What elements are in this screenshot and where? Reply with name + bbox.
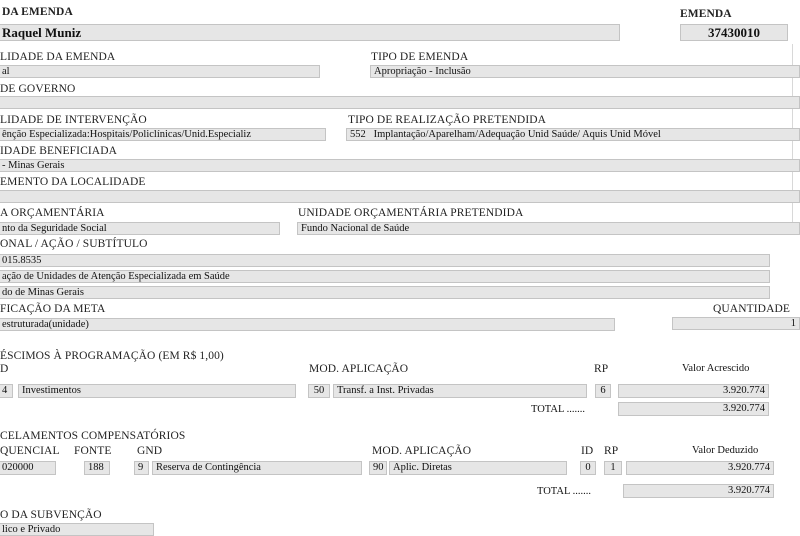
acrescimos-total-value: 3.920.774 (618, 402, 769, 416)
cancel-col-rp: RP (604, 445, 619, 457)
acrescimos-col-gnd: D (0, 363, 9, 375)
intervencao-label: LIDADE DE INTERVENÇÃO (0, 114, 147, 126)
acrescimos-rp: 6 (595, 384, 611, 398)
acao-field: ação de Unidades de Atenção Especializada em Saúde (0, 270, 770, 283)
meta-field: estruturada(unidade) (0, 318, 615, 331)
acrescimos-col-rp: RP (594, 363, 609, 375)
cancel-id: 0 (580, 461, 596, 475)
beneficiada-field: - Minas Gerais (0, 159, 800, 172)
cancel-gnd-text: Reserva de Contingência (152, 461, 362, 475)
acrescimos-gnd-text: Investimentos (18, 384, 296, 398)
realizacao-field (346, 128, 800, 141)
modalidade-field: al (0, 65, 320, 78)
cancel-col-id: ID (581, 445, 594, 457)
funcional-code: 015.8535 (0, 254, 770, 267)
complemento-label: EMENTO DA LOCALIDADE (0, 176, 146, 188)
cancel-seq: 020000 (0, 461, 56, 475)
cancel-col-mod: MOD. APLICAÇÃO (372, 445, 472, 457)
acrescimos-mod-text: Transf. a Inst. Privadas (333, 384, 587, 398)
emenda-label: EMENDA (680, 8, 732, 20)
tipo-emenda-label: TIPO DE EMENDA (371, 51, 469, 63)
acrescimos-total-label: TOTAL ....... (531, 404, 585, 415)
realizacao-label: TIPO DE REALIZAÇÃO PRETENDIDA (348, 114, 547, 126)
intervencao-field: ênção Especializada:Hospitais/Policlínicas/Unid.Especializ (0, 128, 326, 141)
acrescimos-col-mod: MOD. APLICAÇÃO (309, 363, 409, 375)
subvencao-field: lico e Privado (0, 523, 154, 536)
subvencao-label: O DA SUBVENÇÃO (0, 509, 102, 521)
acrescimos-valor: 3.920.774 (618, 384, 769, 398)
governo-label: DE GOVERNO (0, 83, 76, 95)
funcional-label: ONAL / AÇÃO / SUBTÍTULO (0, 238, 148, 250)
cancel-fonte: 188 (84, 461, 110, 475)
unidade-pretendida-label: UNIDADE ORÇAMENTÁRIA PRETENDIDA (298, 207, 524, 219)
realizacao-code: 552 (350, 129, 366, 140)
cancel-col-gnd: GND (137, 445, 163, 457)
cancel-col-seq: QUENCIAL (0, 445, 60, 457)
author-field: Raquel Muniz (0, 24, 620, 41)
cancel-total-label: TOTAL ....... (537, 486, 591, 497)
orcamentaria-label: A ORÇAMENTÁRIA (0, 207, 105, 219)
quantidade-label: QUANTIDADE (713, 303, 791, 315)
unidade-pretendida-field: Fundo Nacional de Saúde (297, 222, 800, 235)
governo-field (0, 96, 800, 109)
cancel-valor: 3.920.774 (626, 461, 774, 475)
acrescimos-gnd-code: 4 (0, 384, 13, 398)
acrescimos-title: ÉSCIMOS À PROGRAMAÇÃO (EM R$ 1,00) (0, 350, 224, 362)
cancel-col-fonte: FONTE (74, 445, 112, 457)
acrescimos-mod-code: 50 (308, 384, 330, 398)
realizacao-text: Implantação/Aparelham/Adequação Unid Saúde/ Aquis Unid Móvel (373, 129, 661, 140)
quantidade-field: 1 (672, 317, 800, 330)
meta-label: FICAÇÃO DA META (0, 303, 106, 315)
subtitulo-field: do de Minas Gerais (0, 286, 770, 299)
cancel-mod-code: 90 (369, 461, 387, 475)
complemento-field (0, 190, 800, 203)
beneficiada-label: IDADE BENEFICIADA (0, 145, 118, 157)
cancel-total-value: 3.920.774 (623, 484, 774, 498)
cancelamentos-title: CELAMENTOS COMPENSATÓRIOS (0, 430, 186, 442)
orcamentaria-field: nto da Seguridade Social (0, 222, 280, 235)
acrescimos-col-valor: Valor Acrescido (682, 363, 750, 374)
section-title: DA EMENDA (2, 6, 73, 18)
cancel-gnd-code: 9 (134, 461, 149, 475)
modalidade-label: LIDADE DA EMENDA (0, 51, 116, 63)
cancel-mod-text: Aplic. Diretas (389, 461, 567, 475)
emenda-number: 37430010 (680, 24, 788, 41)
cancel-col-valor: Valor Deduzido (692, 445, 759, 456)
cancel-rp: 1 (604, 461, 622, 475)
tipo-emenda-field: Apropriação - Inclusão (370, 65, 800, 78)
